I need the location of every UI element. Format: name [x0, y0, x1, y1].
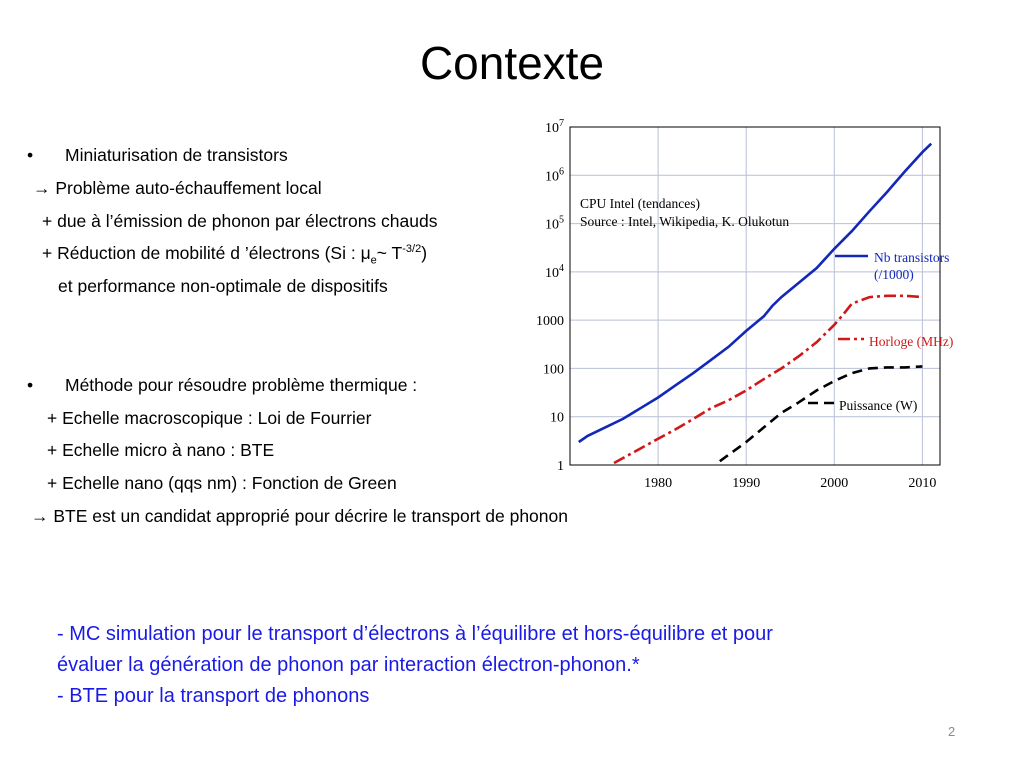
y-tick-label: $10^6$ [545, 166, 564, 185]
series-lines [579, 144, 931, 463]
chart-subtitle: Source : Intel, Wikipedia, K. Olukotun [580, 214, 790, 229]
y-tick-label: 10 [550, 410, 564, 426]
note-line-3: - BTE pour la transport de phonons [57, 685, 370, 707]
y-tick-label: $10^5$ [545, 214, 564, 233]
legend-label-0: (/1000) [874, 267, 914, 282]
bullet-miniaturisation: Miniaturisation de transistors [65, 145, 288, 165]
item-nano-green: + Echelle nano (qqs nm) : Fonction de Green [47, 473, 397, 493]
bullet-marker: • [27, 375, 34, 395]
series-line-1 [614, 296, 922, 463]
y-tick-label: $10^4$ [545, 262, 564, 281]
y-tick-label: 100 [543, 362, 564, 378]
blue-note [57, 619, 957, 712]
series-line-2 [720, 366, 923, 461]
x-tick-label: 2010 [908, 476, 937, 491]
conclusion-bte: → BTE est un candidat approprié pour décrire le transport de phonon [31, 506, 568, 526]
x-tick-label: 2000 [820, 476, 849, 491]
note-line-1: - MC simulation pour le transport d’électrons à l’équilibre et hors-équilibre et pour [57, 623, 773, 645]
slide-title: Contexte [419, 37, 605, 89]
x-tick-labels [644, 476, 936, 491]
cpu-trends-chart [500, 110, 1000, 500]
line-performance: et performance non-optimale de dispositifs [58, 276, 388, 296]
chart-title: CPU Intel (tendances) [580, 196, 700, 211]
note-line-2: évaluer la génération de phonon par interaction électron-phonon.* [57, 654, 640, 676]
item-micro-nano: + Echelle micro à nano : BTE [47, 440, 275, 460]
bullet-methode: Méthode pour résoudre problème thermique : [65, 375, 418, 395]
y-tick-label: 1 [557, 459, 564, 474]
page-number: 2 [948, 724, 956, 739]
x-tick-label: 1980 [644, 476, 673, 491]
item-macroscopique: + Echelle macroscopique : Loi de Fourrier [47, 408, 372, 428]
line-auto-echauffement: → Problème auto-échauffement local [33, 178, 322, 198]
legend [808, 250, 953, 413]
legend-label-0: Nb transistors [874, 250, 950, 265]
bullet-marker: • [27, 145, 34, 165]
y-tick-label: $10^7$ [545, 118, 564, 136]
legend-label-2: Puissance (W) [839, 398, 918, 413]
y-tick-labels [536, 118, 564, 474]
legend-label-1: Horloge (MHz) [869, 334, 954, 349]
x-tick-label: 1990 [732, 476, 761, 491]
line-reduction-mobilite: + Réduction de mobilité d ’électrons (Si : $\mu_e\sim$ $T^{-3/2}$) [42, 243, 428, 267]
y-tick-label: 1000 [536, 314, 564, 330]
line-emission-phonon: + due à l’émission de phonon par électrons chauds [42, 211, 438, 231]
